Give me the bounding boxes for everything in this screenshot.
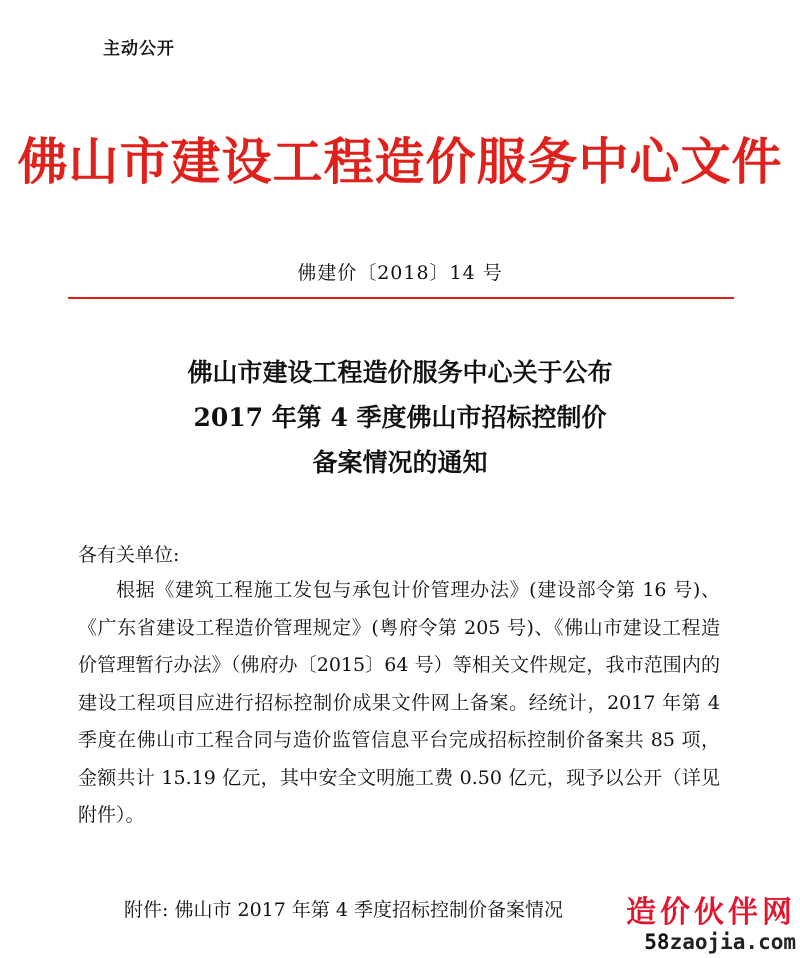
attachment-line: 附件: 佛山市 2017 年第 4 季度招标控制价备案情况 [124,899,564,921]
salutation: 各有关单位: [78,544,180,566]
site-watermark [626,896,796,954]
title-line-2: 2017 年第 4 季度佛山市招标控制价 [193,403,607,432]
title-line-1: 佛山市建设工程造价服务中心关于公布 [187,358,613,387]
watermark-brand-text: 造价伙伴网 [626,895,796,930]
document-masthead: 佛山市建设工程造价服务中心文件 [17,132,783,191]
document-number: 佛建价〔2018〕14 号 [297,262,503,284]
watermark-url-domain: zaojia.com [669,930,796,954]
title-line-3: 备案情况的通知 [312,448,488,477]
masthead-divider [68,297,734,299]
document-title [0,350,800,485]
disclosure-label: 主动公开 [103,39,175,59]
body-paragraph: 根据《建筑工程施工发包与承包计价管理办法》(建设部令第 16 号)、《广东省建设工程造价管理规定》(粤府令第 205 号)、《佛山市建设工程造价管理暂行办法》（佛府办〔2015〕64 号）等相关文件规定，我市范围内的建设工程项目应进行招标控制价成果文件网上备案。经统计，2017 年第 4 季度在佛山市工程合同与造价监管信息平台完成招标控制价备案共 85 项，金额共计 15.19 亿元，其中安全文明施工费 0.50 亿元，现予以公开（详见附件）。 [78,579,720,826]
watermark-url-number: 58 [644,930,670,954]
watermark-url [626,930,796,954]
